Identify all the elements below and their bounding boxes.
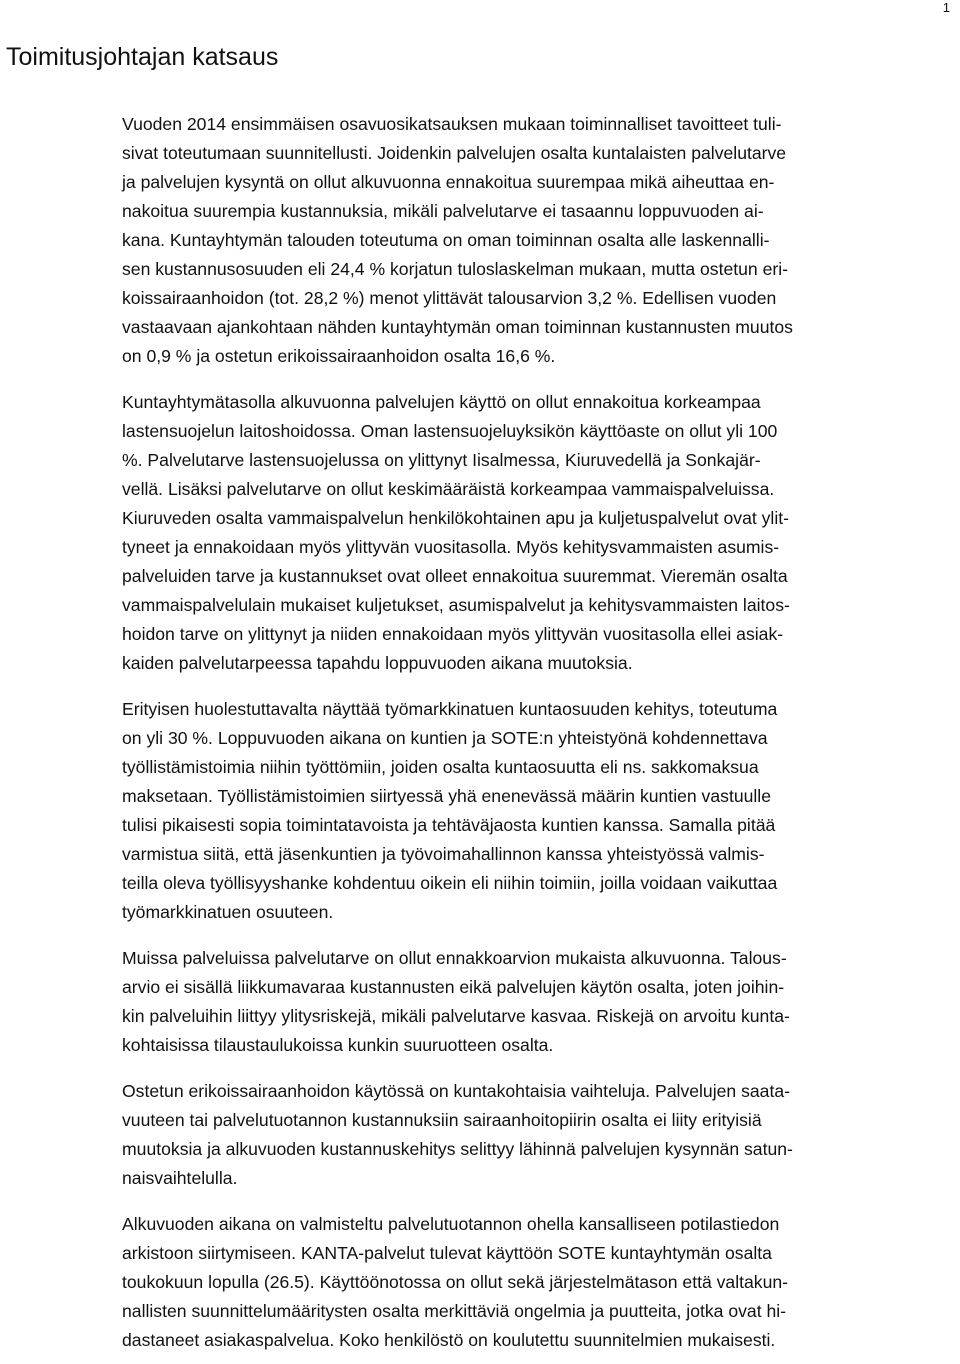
text-line: varmistua siitä, että jäsenkuntien ja työvoimahallinnon kanssa yhteistyössä valmis- (122, 844, 765, 864)
text-line: arkistoon siirtymiseen. KANTA-palvelut tulevat käyttöön SOTE kuntayhtymän osalta (122, 1243, 772, 1263)
paragraph-kanta-services (122, 1210, 960, 1355)
text-line: vammaispalvelulain mukaiset kuljetukset, asumispalvelut ja kehitysvammaisten laitos- (122, 595, 790, 615)
text-line: arvio ei sisällä liikkumavaraa kustannusten eikä palvelujen käytön osalta, joten joihin- (122, 977, 785, 997)
document-body (122, 110, 960, 1355)
text-line: Erityisen huolestuttavalta näyttää työmarkkinatuen kuntaosuuden kehitys, toteutuma (122, 699, 778, 719)
paragraph-labour-market (122, 695, 960, 927)
text-line: vastaavaan ajankohtaan nähden kuntayhtymän oman toiminnan kustannusten muutos (122, 317, 793, 337)
text-line: toukokuun lopulla (26.5). Käyttöönotossa on ollut sekä järjestelmätason että valtakun- (122, 1272, 789, 1292)
text-line: nakoitua suurempia kustannuksia, mikäli palvelutarve ei tasaannu loppuvuoden ai- (122, 201, 764, 221)
text-line: kohtaisissa tilaustaulukoissa kunkin suuruotteen osalta. (122, 1035, 554, 1055)
text-line: lastensuojelun laitoshoidossa. Oman lastensuojeluyksikön käyttöaste on ollut yli 100 (122, 421, 778, 441)
text-line: Kuntayhtymätasolla alkuvuonna palvelujen käyttö on ollut ennakoitua korkeampaa (122, 392, 761, 412)
text-line: naisvaihtelulla. (122, 1168, 238, 1188)
text-line: on 0,9 % ja ostetun erikoissairaanhoidon osalta 16,6 %. (122, 346, 556, 366)
page-number: 1 (942, 0, 950, 15)
text-line: ja palvelujen kysyntä on ollut alkuvuonna ennakoitua suurempaa mikä aiheuttaa en- (122, 172, 775, 192)
text-line: dastaneet asiakaspalvelua. Koko henkilöstö on koulutettu suunnitelmien mukaisesti. (122, 1330, 776, 1350)
text-line: työllistämistoimia niihin työttömiin, joiden osalta kuntaosuutta eli ns. sakkomaksua (122, 757, 759, 777)
text-line: Kiuruveden osalta vammaispalvelun henkilökohtainen apu ja kuljetuspalvelut ovat ylit- (122, 508, 789, 528)
text-line: kaiden palvelutarpeessa tapahdu loppuvuoden aikana muutoksia. (122, 653, 633, 673)
text-line: sivat toteutumaan suunnitellusti. Joidenkin palvelujen osalta kuntalaisten palvelutarve (122, 143, 787, 163)
text-line: Muissa palveluissa palvelutarve on ollut ennakkoarvion mukaista alkuvuonna. Talous- (122, 948, 787, 968)
text-line: maksetaan. Työllistämistoimien siirtyessä yhä enenevässä määrin kuntien vastuulle (122, 786, 772, 806)
text-line: tulisi pikaisesti sopia toimintatavoista ja tehtäväjaosta kuntien kanssa. Samalla pitää (122, 815, 776, 835)
text-line: vellä. Lisäksi palvelutarve on ollut keskimääräistä korkeampaa vammaispalveluissa. (122, 479, 775, 499)
text-line: kin palveluihin liittyy ylitysriskejä, mikäli palvelutarve kasvaa. Riskejä on arvoitu kunta- (122, 1006, 790, 1026)
text-line: hoidon tarve on ylittynyt ja niiden ennakoidaan myös ylittyvän vuositasolla ellei asiak- (122, 624, 784, 644)
paragraph-other-services (122, 944, 960, 1060)
paragraph-financial-overview (122, 110, 960, 371)
text-line: palveluiden tarve ja kustannukset ovat olleet ennakoitua suuremmat. Vieremän osalta (122, 566, 788, 586)
text-line: teilla oleva työllisyyshanke kohdentuu oikein eli niihin toimiin, joilla voidaan vaikuttaa (122, 873, 778, 893)
text-line: kana. Kuntayhtymän talouden toteutuma on oman toiminnan osalta alle laskennalli- (122, 230, 770, 250)
text-line: työmarkkinatuen osuuteen. (122, 902, 334, 922)
text-line: vuuteen tai palvelutuotannon kustannuksiin sairaanhoitopiirin osalta ei liity erityisiä (122, 1110, 762, 1130)
paragraph-service-usage (122, 388, 960, 678)
text-line: Vuoden 2014 ensimmäisen osavuosikatsauksen mukaan toiminnalliset tavoitteet tuli- (122, 114, 782, 134)
text-line: koissairaanhoidon (tot. 28,2 %) menot ylittävät talousarvion 3,2 %. Edellisen vuoden (122, 288, 777, 308)
text-line: on yli 30 %. Loppuvuoden aikana on kuntien ja SOTE:n yhteistyönä kohdennettava (122, 728, 768, 748)
text-line: Alkuvuoden aikana on valmisteltu palvelutuotannon ohella kansalliseen potilastiedon (122, 1214, 780, 1234)
page-title: Toimitusjohtajan katsaus (6, 43, 279, 71)
text-line: Ostetun erikoissairaanhoidon käytössä on kuntakohtaisia vaihteluja. Palvelujen saata- (122, 1081, 790, 1101)
text-line: tyneet ja ennakoidaan myös ylittyvän vuositasolla. Myös kehitysvammaisten asumis- (122, 537, 780, 557)
text-line: %. Palvelutarve lastensuojelussa on ylittynyt Iisalmessa, Kiuruvedellä ja Sonkajär- (122, 450, 761, 470)
text-line: muutoksia ja alkuvuoden kustannuskehitys selittyy lähinnä palvelujen kysynnän satun- (122, 1139, 793, 1159)
paragraph-specialised-healthcare (122, 1077, 960, 1193)
text-line: nallisten suunnittelumääritysten osalta merkittäviä ongelmia ja puutteita, jotka ovat hi- (122, 1301, 787, 1321)
text-line: sen kustannusosuuden eli 24,4 % korjatun tuloslaskelman mukaan, mutta ostetun eri- (122, 259, 789, 279)
